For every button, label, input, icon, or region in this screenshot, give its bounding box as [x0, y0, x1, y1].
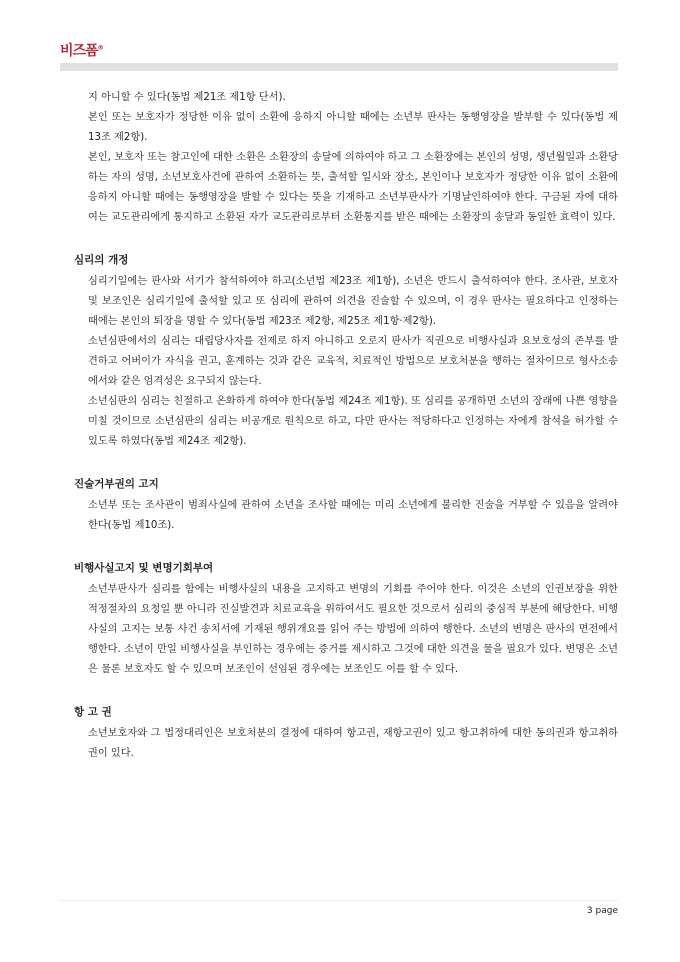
section-heading: 비행사실고지 및 변명기회부여: [74, 562, 214, 574]
paragraph: 소년부판사가 심리를 함에는 비행사실의 내용을 고지하고 변명의 기회를 주어야 한다. 이것은 소년의 인권보장을 위한 적정절차의 요청일 뿐 아니라 진실발견과 치료교육을 위하여서도 필요한 것으로서 심리의 중심적 부분에 해당한다. 비행사실의 고지는 보통 사건 송치서에 기재된 행위개요를 읽어 주는 방법에 의하여 행한다. 소년의 변명은 판사의 면전에서 행한다. 소년이 만일 비행사실을 부인하는 경우에는 증거를 제시하고 그것에 대한 의견을 물을 필요가 있다. 변명은 소년은 물론 보호자도 할 수 있으며 보조인이 선임된 경우에는 보조인도 이를 할 수 있다.: [88, 584, 618, 675]
logo-text: 비즈폼: [60, 43, 98, 59]
paragraph: 본인 또는 보호자가 정당한 이유 없이 소환에 응하지 아니할 때에는 소년부 판사는 동행영장을 발부할 수 있다(동법 제13조 제2항).: [88, 112, 618, 143]
paragraph: 소년심판의 심리는 친절하고 온화하게 하여야 한다(동법 제24조 제1항). 또 심리를 공개하면 소년의 장래에 나쁜 영향을 미칠 것이므로 소년심판의 심리는 비공개로 원칙으로 하고, 다만 판사는 적당하다고 인정하는 자에게 참석을 허가할 수 있도록 하였다(동법 제24조 제2항).: [88, 396, 618, 447]
section-heading: 심리의 개정: [74, 254, 129, 266]
paragraph: 소년보호자와 그 법정대리인은 보호처분의 결정에 대하여 항고권, 재항고권이 있고 항고취하에 대한 동의권과 항고취하권이 있다.: [88, 728, 618, 759]
section-heading: 진술거부권의 고지: [74, 478, 159, 490]
section-summons: [74, 88, 618, 228]
section-right-of-appeal: [74, 702, 618, 764]
bizforms-logo: [60, 40, 103, 60]
header-divider-bar: [60, 63, 618, 71]
section-notice-and-defense: [74, 558, 618, 680]
section-hearing: [74, 250, 618, 452]
paragraph: 심리기일에는 판사와 서기가 참석하여야 하고(소년법 제23조 제1항), 소년은 반드시 출석하여야 한다. 조사관, 보호자 및 보조인은 심리기일에 출석할 있고 또 심리에 관하여 의견을 진술할 수 있으며, 이 경우 판사는 필요하다고 인정하는 때에는 본인의 퇴장을 명할 수 있다(동법 제23조 제2항, 제25조 제1항·제2항).: [88, 276, 618, 327]
paragraph: 소년부 또는 조사관이 범죄사실에 관하여 소년을 조사할 때에는 미리 소년에게 불리한 진술을 거부할 수 있음을 알려야 한다(동법 제10조).: [88, 500, 618, 531]
document-body: [74, 88, 618, 764]
page-number: 3 page: [586, 906, 618, 916]
registered-mark: ®: [97, 44, 103, 52]
section-right-to-silence: [74, 474, 618, 536]
paragraph: 소년심판에서의 심리는 대립당사자를 전제로 하지 아니하고 오로지 판사가 직권으로 비행사실과 요보호성의 존부를 발견하고 어버이가 자식을 권고, 훈계하는 것과 같은 교육적, 치료적인 방법으로 보호처분을 행하는 절차이므로 형사소송에서와 같은 엄격성은 요구되지 않는다.: [88, 336, 618, 387]
footer-divider: [60, 900, 618, 901]
paragraph: 지 아니할 수 있다(동법 제21조 제1항 단서).: [88, 92, 286, 103]
paragraph: 본인, 보호자 또는 참고인에 대한 소환은 소환장의 송달에 의하여야 하고 그 소환장에는 본인의 성명, 생년월일과 소환당하는 자의 성명, 소년보호사건에 관하여 소환하는 뜻, 출석할 일시와 장소, 본인이나 보호자가 정당한 이유 없이 소환에 응하지 아니할 때에는 동행영장을 발할 수 있다는 뜻을 기재하고 소년부판사가 기명날인하여야 한다. 구금된 자에 대하여는 교도관리에게 통지하고 소환된 자가 교도관리로부터 소환통지를 받은 때에는 소환장의 송달과 동일한 효력이 있다.: [88, 152, 618, 223]
section-heading: 항 고 권: [74, 706, 112, 718]
